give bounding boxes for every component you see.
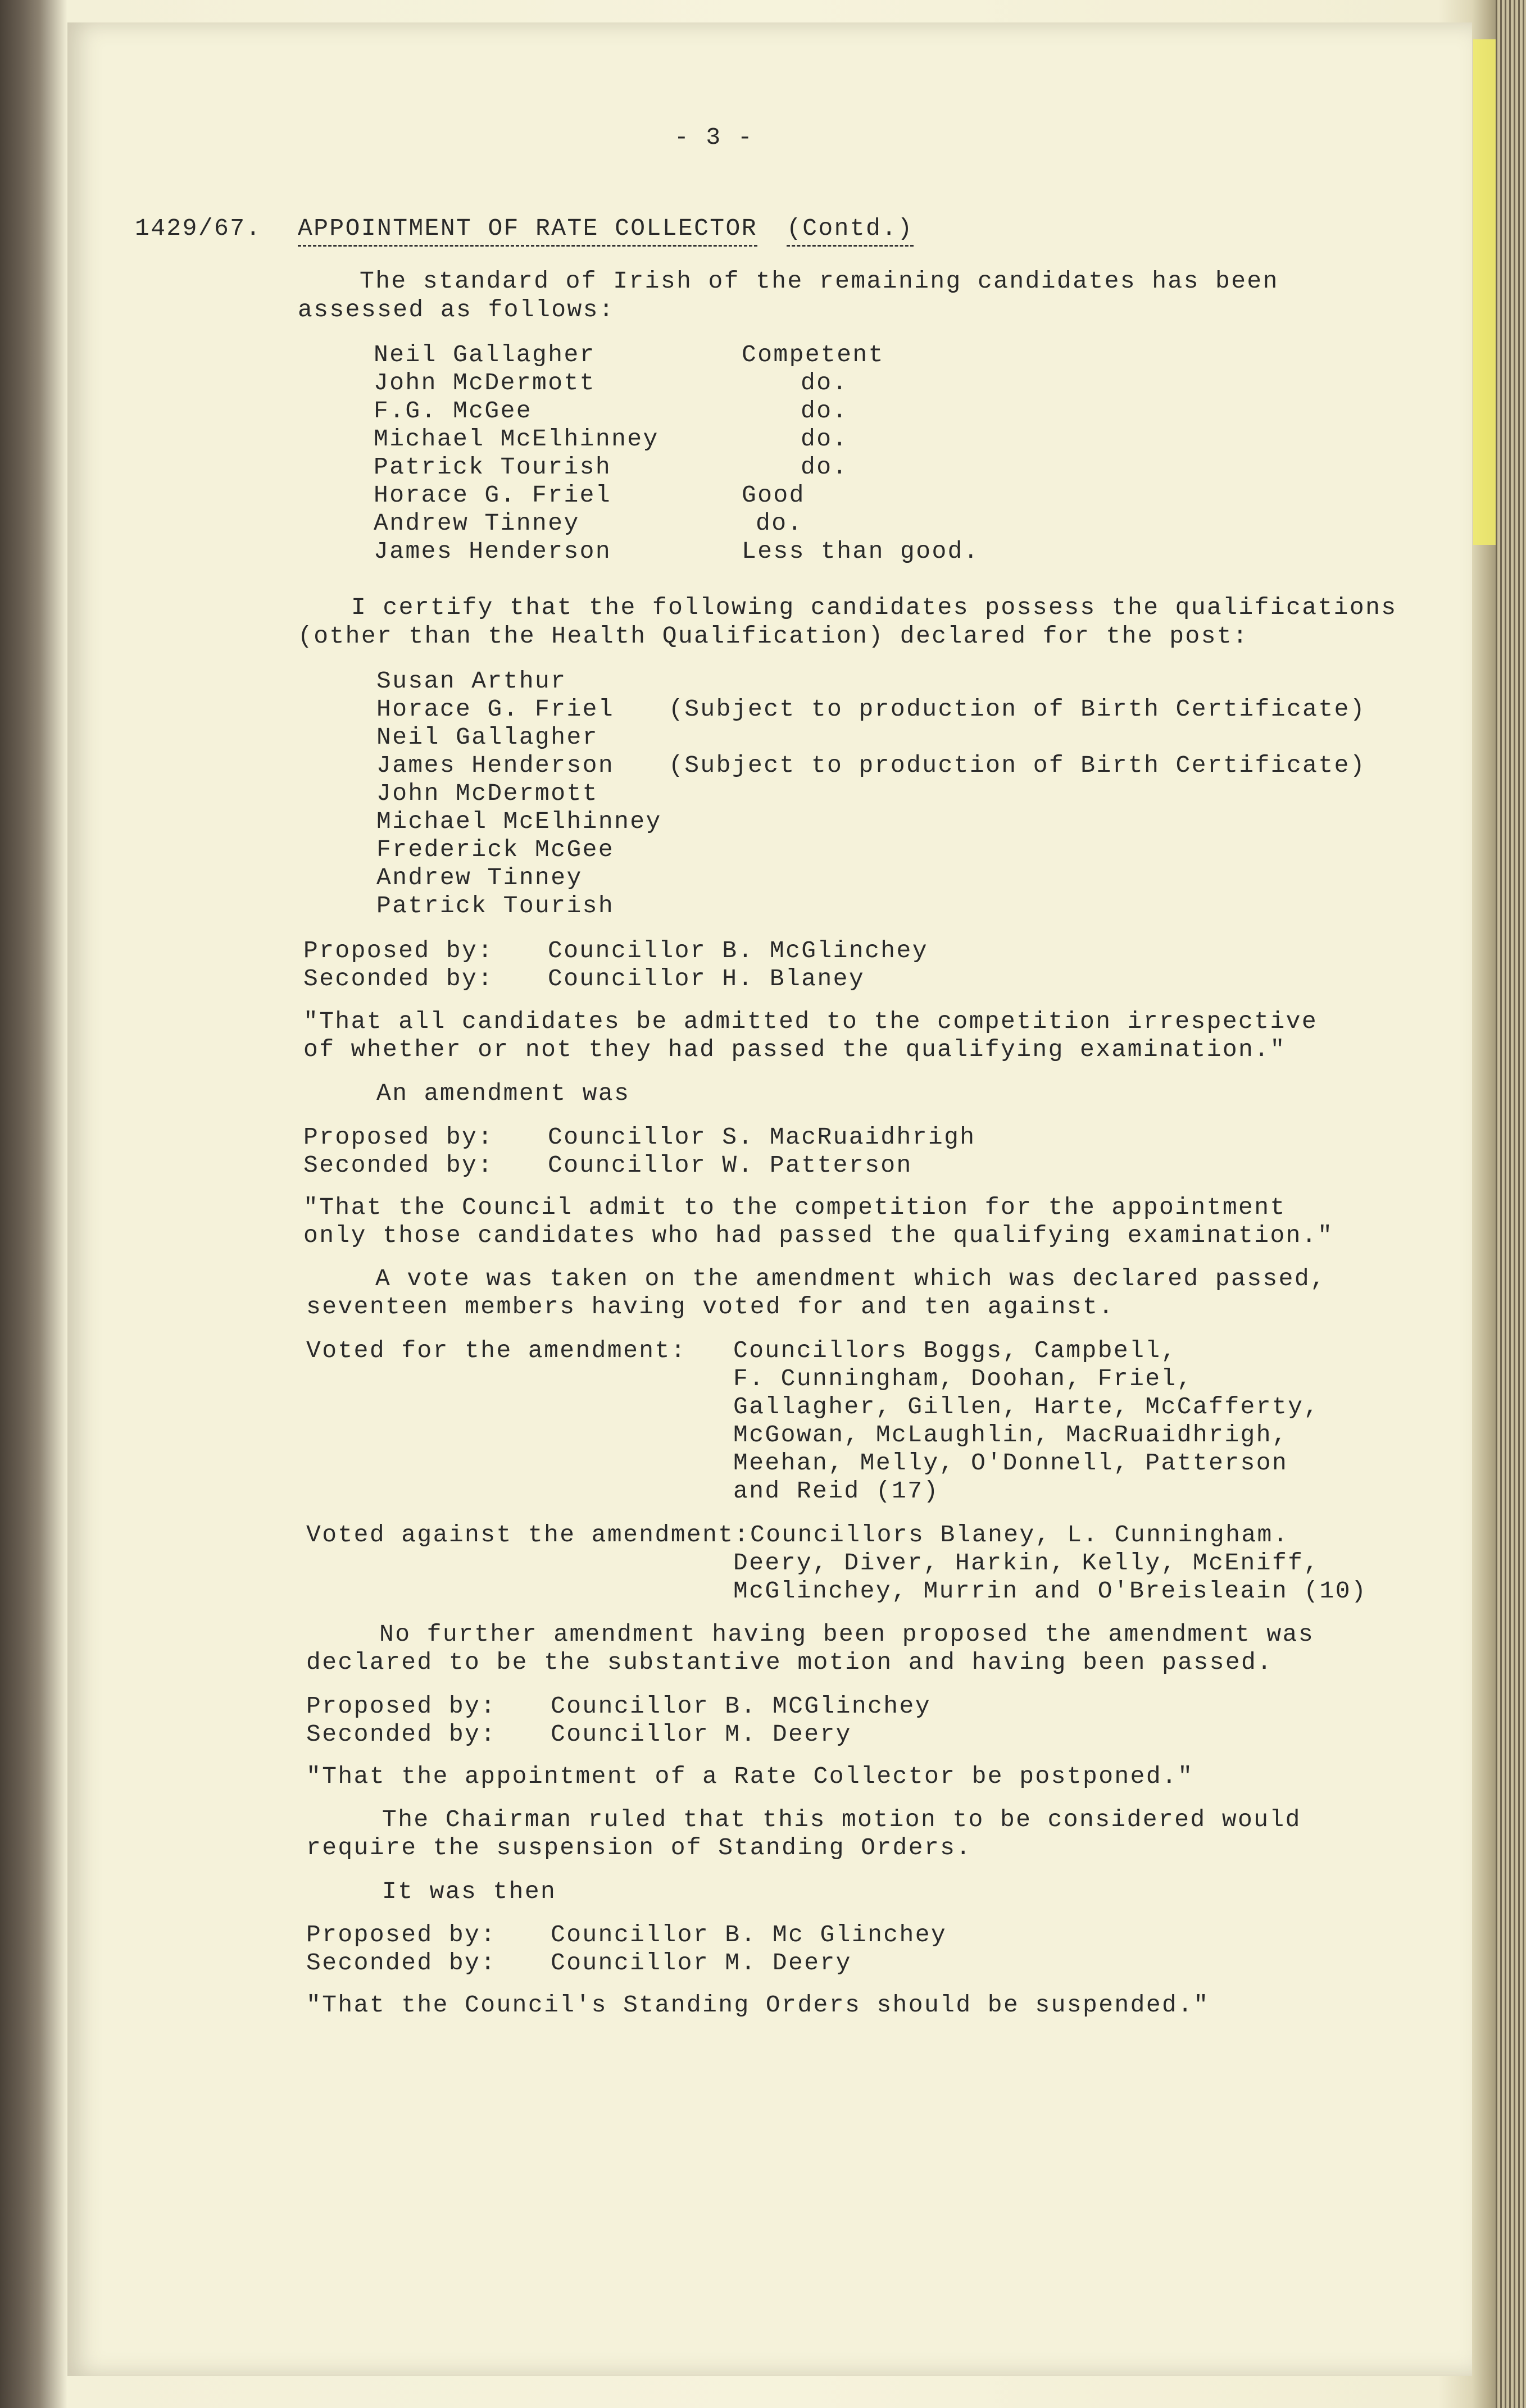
qualified-name: Andrew Tinney xyxy=(376,864,583,891)
irish-list-name: Michael McElhinney xyxy=(374,425,659,453)
seconded-label: Seconded by: xyxy=(303,965,494,993)
irish-list-name: Horace G. Friel xyxy=(374,481,612,509)
qualified-note: (Subject to production of Birth Certificate) xyxy=(669,752,1366,779)
yellow-page-tab xyxy=(1473,39,1496,545)
section-heading: APPOINTMENT OF RATE COLLECTOR xyxy=(298,215,757,247)
qualified-name: Michael McElhinney xyxy=(376,808,662,835)
chairman-line-2: require the suspension of Standing Orders. xyxy=(306,1834,972,1861)
voted-for-line: F. Cunningham, Doohan, Friel, xyxy=(733,1365,1193,1392)
irish-list-name: Neil Gallagher xyxy=(374,341,596,368)
proposed-label: Proposed by: xyxy=(306,1921,497,1949)
irish-list-name: James Henderson xyxy=(374,538,612,565)
voted-against-line: Councillors Blaney, L. Cunningham. xyxy=(750,1521,1289,1549)
proposer: Councillor S. MacRuaidhrigh xyxy=(548,1123,976,1151)
voted-against-line: McGlinchey, Murrin and O'Breisleain (10) xyxy=(733,1577,1368,1605)
motion-text-line-2: of whether or not they had passed the qualifying examination." xyxy=(303,1036,1286,1063)
page-number: - 3 - xyxy=(674,124,754,151)
proposed-label: Proposed by: xyxy=(303,937,494,964)
voted-against-label: Voted against the amendment: xyxy=(306,1521,750,1549)
amendment-text-line-1: "That the Council admit to the competition for the appointment xyxy=(303,1194,1286,1221)
section-heading-contd: (Contd.) xyxy=(787,215,914,247)
qualified-name: John McDermott xyxy=(376,780,598,807)
seconder: Councillor M. Deery xyxy=(551,1949,852,1977)
substantive-line-2: declared to be the substantive motion and having been passed. xyxy=(306,1649,1273,1676)
irish-list-name: Patrick Tourish xyxy=(374,453,612,481)
seconder: Councillor W. Patterson xyxy=(548,1151,912,1179)
seconded-label: Seconded by: xyxy=(306,1949,497,1977)
vote-line-2: seventeen members having voted for and ten against. xyxy=(306,1293,1115,1321)
voted-for-line: and Reid (17) xyxy=(733,1477,939,1505)
qualified-name: Horace G. Friel xyxy=(376,695,615,723)
item-reference: 1429/67. xyxy=(135,215,262,242)
voted-against-line: Deery, Diver, Harkin, Kelly, McEniff, xyxy=(733,1549,1320,1577)
irish-intro-line-1: The standard of Irish of the remaining candidates has been xyxy=(360,267,1279,295)
vote-line-1: A vote was taken on the amendment which was declared passed, xyxy=(375,1265,1327,1292)
amendment-intro: An amendment was xyxy=(376,1080,630,1107)
proposer: Councillor B. McGlinchey xyxy=(548,937,928,964)
irish-list-grade: do. xyxy=(801,425,848,453)
irish-intro-line-2: assessed as follows: xyxy=(298,296,615,324)
qualified-name: James Henderson xyxy=(376,752,615,779)
qualified-name: Susan Arthur xyxy=(376,667,567,695)
proposer: Councillor B. MCGlinchey xyxy=(551,1692,931,1720)
qualified-name: Neil Gallagher xyxy=(376,723,598,751)
seconder: Councillor M. Deery xyxy=(551,1720,852,1748)
irish-list-grade: Competent xyxy=(742,341,884,368)
certify-line-2: (other than the Health Qualification) declared for the post: xyxy=(298,622,1249,650)
substantive-line-1: No further amendment having been proposed the amendment was xyxy=(379,1620,1315,1648)
motion-text-line-1: "That all candidates be admitted to the competition irrespective xyxy=(303,1008,1318,1035)
amendment-text-line-2: only those candidates who had passed the qualifying examination." xyxy=(303,1222,1334,1249)
proposer: Councillor B. Mc Glinchey xyxy=(551,1921,947,1949)
voted-for-line: Councillors Boggs, Campbell, xyxy=(733,1337,1177,1364)
voted-for-line: Gallagher, Gillen, Harte, McCafferty, xyxy=(733,1393,1320,1421)
proposed-label: Proposed by: xyxy=(303,1123,494,1151)
irish-list-grade: Less than good. xyxy=(742,538,980,565)
irish-list-grade: Good xyxy=(742,481,805,509)
book-page-edges xyxy=(1496,0,1526,2408)
suspend-orders-text: "That the Council's Standing Orders should be suspended." xyxy=(306,1991,1210,2019)
voted-for-line: Meehan, Melly, O'Donnell, Patterson xyxy=(733,1449,1288,1477)
it-was-then: It was then xyxy=(382,1878,557,1905)
irish-list-grade: do. xyxy=(801,453,848,481)
proposed-label: Proposed by: xyxy=(306,1692,497,1720)
voted-for-line: McGowan, McLaughlin, MacRuaidhrigh, xyxy=(733,1421,1288,1449)
irish-list-grade: do. xyxy=(801,369,848,397)
irish-list-grade: do. xyxy=(756,509,803,537)
irish-list-name: Andrew Tinney xyxy=(374,509,580,537)
seconder: Councillor H. Blaney xyxy=(548,965,865,993)
certify-line-1: I certify that the following candidates possess the qualifications xyxy=(351,594,1397,621)
irish-list-name: John McDermott xyxy=(374,369,596,397)
irish-list-grade: do. xyxy=(801,397,848,425)
seconded-label: Seconded by: xyxy=(306,1720,497,1748)
seconded-label: Seconded by: xyxy=(303,1151,494,1179)
qualified-name: Patrick Tourish xyxy=(376,892,615,919)
voted-for-label: Voted for the amendment: xyxy=(306,1337,687,1364)
qualified-note: (Subject to production of Birth Certificate) xyxy=(669,695,1366,723)
postpone-motion-text: "That the appointment of a Rate Collector be postponed." xyxy=(306,1763,1194,1790)
qualified-name: Frederick McGee xyxy=(376,836,615,863)
chairman-line-1: The Chairman ruled that this motion to be considered would xyxy=(382,1806,1301,1833)
irish-list-name: F.G. McGee xyxy=(374,397,533,425)
